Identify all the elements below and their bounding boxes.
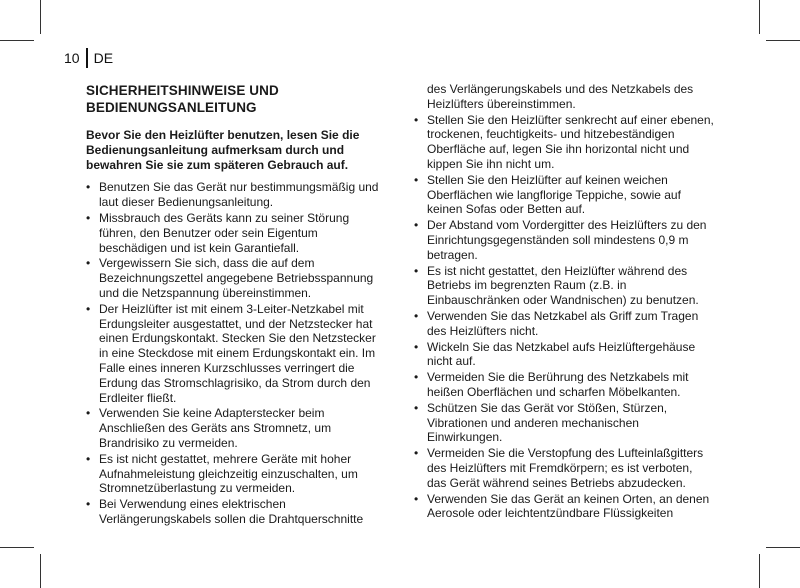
right-column	[414, 82, 714, 522]
list-item: • Missbrauch des Geräts kann zu seiner Störung führen, den Benutzer oder sein Eigentum beschädigen und ist kein Garantiefall.	[86, 211, 386, 255]
list-item: • Vermeiden Sie die Verstopfung des Lufteinlaßgitters des Heizlüfters mit Fremdkörpern; es ist verboten, das Gerät während seines Betriebs abzudecken.	[414, 446, 714, 490]
list-item: • Stellen Sie den Heizlüfter auf keinen weichen Oberflächen wie langflorige Teppiche, sowie auf keinen Sofas oder Betten auf.	[414, 173, 714, 217]
list-item: • Es ist nicht gestattet, den Heizlüfter während des Betriebs im begrenzten Raum (z.B. in Einbauschränken oder Wandnischen) zu benutzen.	[414, 264, 714, 308]
page-header	[64, 48, 113, 68]
safety-list-right	[414, 113, 714, 522]
list-item: • Schützen Sie das Gerät vor Stößen, Stürzen, Vibrationen und anderen mechanischen Einwirkungen.	[414, 401, 714, 445]
list-item: • Vergewissern Sie sich, dass die auf dem Bezeichnungszettel angegebene Betriebsspannung und die Netzspannung übereinstimmen.	[86, 256, 386, 300]
safety-list-left	[86, 180, 386, 526]
list-item: • Verwenden Sie das Gerät an keinen Orten, an denen Aerosole oder leichtentzündbare Flüssigkeiten	[414, 492, 714, 522]
list-item: • Der Heizlüfter ist mit einem 3-Leiter-Netzkabel mit Erdungsleiter ausgestattet, und der Netzstecker hat einen Erdungskontakt. Stecken Sie den Netzstecker in eine Steckdose mit einem Erdungskontakt ein. Im Falle eines inneren Kurzschlusses verringert die Erdung das Stromschlagrisiko, da Strom durch den Erdleiter fließt.	[86, 302, 386, 406]
list-item: • Wickeln Sie das Netzkabel aufs Heizlüftergehäuse nicht auf.	[414, 340, 714, 370]
list-item: • Verwenden Sie das Netzkabel als Griff zum Tragen des Heizlüfters nicht.	[414, 309, 714, 339]
crop-mark-bottom-left-v	[40, 554, 41, 588]
page-number: 10	[64, 50, 80, 66]
list-item: • Der Abstand vom Vordergitter des Heizlüfters zu den Einrichtungsgegenständen soll mindestens 0,9 m betragen.	[414, 218, 714, 262]
left-column	[86, 82, 386, 528]
crop-mark-bottom-left-h	[0, 547, 34, 548]
crop-mark-bottom-right-v	[759, 554, 760, 588]
list-item: • Benutzen Sie das Gerät nur bestimmungsmäßig und laut dieser Bedienungsanleitung.	[86, 180, 386, 210]
language-code: DE	[93, 50, 114, 66]
section-title: SICHERHEITSHINWEISE UND BEDIENUNGSANLEITUNG	[86, 83, 279, 115]
crop-mark-top-right-v	[759, 0, 760, 34]
list-item: • Es ist nicht gestattet, mehrere Geräte mit hoher Aufnahmeleistung gleichzeitig einzuschalten, um Stromnetzüberlastung zu vermeiden.	[86, 452, 386, 496]
list-item: • Stellen Sie den Heizlüfter senkrecht auf einer ebenen, trockenen, feuchtigkeits- und hitzebeständigen Oberfläche auf, legen Sie ihn horizontal nicht und kippen Sie ihn nicht um.	[414, 113, 714, 172]
list-item-continuation: des Verlängerungskabels und des Netzkabels des Heizlüfters übereinstimmen.	[427, 82, 694, 111]
list-item: • Bei Verwendung eines elektrischen Verlängerungskabels sollen die Drahtquerschnitte	[86, 497, 386, 527]
crop-mark-top-left-v	[40, 0, 41, 34]
list-item: • Vermeiden Sie die Berührung des Netzkabels mit heißen Oberflächen und scharfen Möbelkanten.	[414, 370, 714, 400]
crop-mark-bottom-right-h	[766, 547, 800, 548]
header-divider	[86, 48, 88, 68]
intro-paragraph: Bevor Sie den Heizlüfter benutzen, lesen Sie die Bedienungsanleitung aufmerksam durch und bewahren Sie sie zum späteren Gebrauch auf.	[86, 128, 360, 172]
crop-mark-top-left-h	[0, 40, 34, 41]
list-item: • Verwenden Sie keine Adapterstecker beim Anschließen des Geräts ans Stromnetz, um Brandrisiko zu vermeiden.	[86, 406, 386, 450]
crop-mark-top-right-h	[766, 40, 800, 41]
